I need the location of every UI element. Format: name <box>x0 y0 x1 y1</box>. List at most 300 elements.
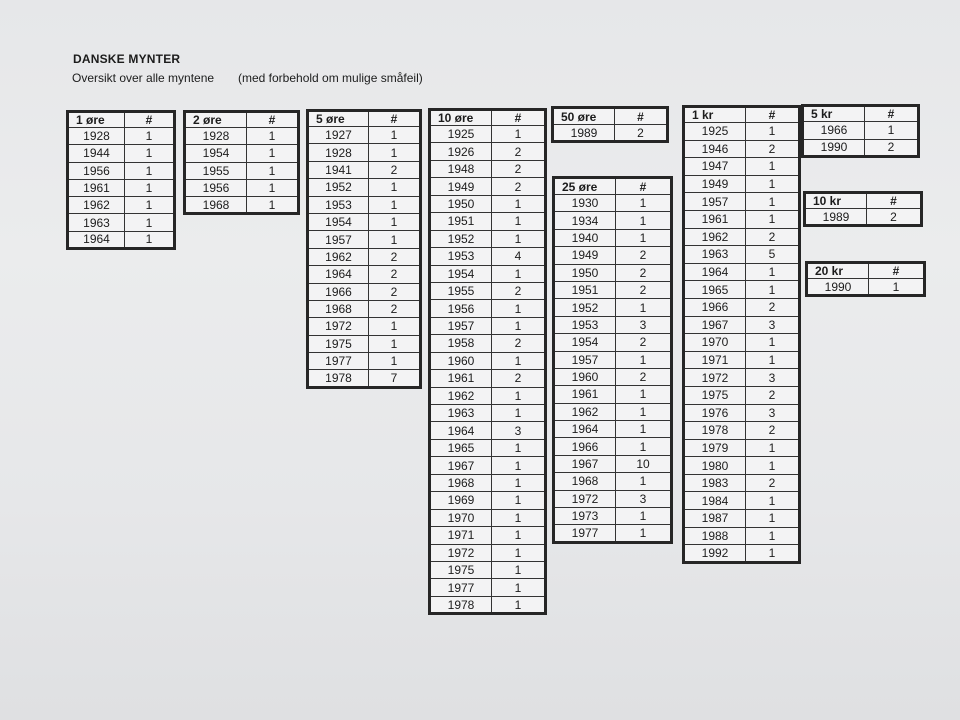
year-cell: 1980 <box>684 457 746 475</box>
table-row <box>430 160 546 177</box>
count-cell: 1 <box>492 300 546 317</box>
year-cell: 1952 <box>554 299 616 316</box>
year-cell: 1956 <box>430 300 492 317</box>
denomination-header: 25 øre <box>554 178 616 195</box>
count-cell: 1 <box>369 196 421 213</box>
table-row <box>684 175 800 193</box>
coin-table-50-ore <box>551 106 669 143</box>
count-cell: 1 <box>746 123 800 141</box>
count-cell: 1 <box>492 474 546 491</box>
year-cell: 1977 <box>430 579 492 596</box>
count-cell: 1 <box>492 439 546 456</box>
count-cell: 1 <box>746 158 800 176</box>
page-title: DANSKE MYNTER <box>73 52 181 66</box>
table-row <box>185 197 299 214</box>
table-row <box>803 139 919 157</box>
table-row <box>308 283 421 300</box>
count-cell: 1 <box>616 351 672 368</box>
year-cell: 1968 <box>308 300 369 317</box>
table-row <box>554 421 672 438</box>
table-row <box>684 386 800 404</box>
year-cell: 1962 <box>308 248 369 265</box>
count-cell: 2 <box>746 386 800 404</box>
year-cell: 1941 <box>308 161 369 178</box>
count-cell: 2 <box>746 140 800 158</box>
year-cell: 1977 <box>308 353 369 370</box>
count-cell: 1 <box>865 122 919 140</box>
year-cell: 1966 <box>684 298 746 316</box>
year-cell: 1987 <box>684 510 746 528</box>
table-row <box>308 266 421 283</box>
count-cell: 2 <box>492 178 546 195</box>
count-cell: 1 <box>369 335 421 352</box>
count-header: # <box>492 110 546 126</box>
count-cell: 1 <box>125 179 175 196</box>
count-cell: 1 <box>369 318 421 335</box>
page-subtitle: Oversikt over alle myntene <box>72 71 215 85</box>
count-cell: 1 <box>492 213 546 230</box>
table-row <box>807 279 925 296</box>
table-row <box>554 473 672 490</box>
denomination-header: 20 kr <box>807 263 869 279</box>
table-row <box>554 490 672 507</box>
year-cell: 1955 <box>430 282 492 299</box>
table-row <box>430 492 546 509</box>
year-cell: 1964 <box>308 266 369 283</box>
count-cell: 1 <box>247 179 299 196</box>
denomination-header: 2 øre <box>185 112 247 128</box>
count-cell: 2 <box>746 422 800 440</box>
denomination-header: 1 øre <box>68 112 125 128</box>
year-cell: 1927 <box>308 127 369 144</box>
table-row <box>308 144 421 161</box>
count-cell: 2 <box>746 474 800 492</box>
year-cell: 1970 <box>684 334 746 352</box>
table-row <box>430 195 546 212</box>
table-row <box>554 281 672 298</box>
table-row <box>68 179 175 196</box>
count-cell: 1 <box>247 197 299 214</box>
table-row <box>68 231 175 248</box>
table-row <box>308 213 421 230</box>
count-cell: 1 <box>369 144 421 161</box>
year-cell: 1940 <box>554 229 616 246</box>
page-note: (med forbehold om mulige småfeil) <box>238 71 423 85</box>
table-header-row <box>308 111 421 127</box>
count-cell: 1 <box>492 352 546 369</box>
denomination-header: 10 øre <box>430 110 492 126</box>
table-header-row <box>554 178 672 195</box>
year-cell: 1963 <box>68 214 125 231</box>
count-cell: 1 <box>247 145 299 162</box>
year-cell: 1977 <box>554 525 616 542</box>
count-cell: 1 <box>369 231 421 248</box>
year-cell: 1955 <box>185 162 247 179</box>
year-cell: 1964 <box>554 421 616 438</box>
table-row <box>308 231 421 248</box>
count-cell: 1 <box>616 212 672 229</box>
table-row <box>185 162 299 179</box>
coin-table-1-kr <box>682 105 801 564</box>
year-cell: 1946 <box>684 140 746 158</box>
count-cell: 1 <box>369 213 421 230</box>
table-row <box>684 281 800 299</box>
count-cell: 1 <box>616 525 672 542</box>
table-row <box>554 212 672 229</box>
year-cell: 1956 <box>68 162 125 179</box>
year-cell: 1978 <box>308 370 369 387</box>
table-row <box>554 386 672 403</box>
year-cell: 1928 <box>308 144 369 161</box>
coin-table-5-ore <box>306 109 422 389</box>
year-cell: 1965 <box>430 439 492 456</box>
year-cell: 1966 <box>308 283 369 300</box>
count-cell: 1 <box>492 265 546 282</box>
year-cell: 1984 <box>684 492 746 510</box>
table-row <box>308 161 421 178</box>
year-cell: 1962 <box>68 197 125 214</box>
year-cell: 1971 <box>684 351 746 369</box>
count-cell: 1 <box>616 508 672 525</box>
table-row <box>554 351 672 368</box>
table-row <box>554 195 672 212</box>
year-cell: 1989 <box>805 209 867 226</box>
table-row <box>554 368 672 385</box>
year-cell: 1972 <box>430 544 492 561</box>
count-cell: 3 <box>746 369 800 387</box>
count-cell: 1 <box>746 193 800 211</box>
year-cell: 1957 <box>684 193 746 211</box>
year-cell: 1930 <box>554 195 616 212</box>
count-cell: 2 <box>867 209 922 226</box>
year-cell: 1967 <box>684 316 746 334</box>
year-cell: 1958 <box>430 335 492 352</box>
table-row <box>308 248 421 265</box>
count-header: # <box>616 178 672 195</box>
table-row <box>684 140 800 158</box>
table-row <box>684 228 800 246</box>
count-cell: 1 <box>616 386 672 403</box>
table-row <box>185 128 299 145</box>
table-row <box>803 122 919 140</box>
table-row <box>684 351 800 369</box>
year-cell: 1926 <box>430 143 492 160</box>
table-row <box>684 123 800 141</box>
coin-table-10-ore <box>428 108 547 615</box>
count-cell: 4 <box>492 248 546 265</box>
table-row <box>308 179 421 196</box>
count-cell: 1 <box>616 195 672 212</box>
year-cell: 1954 <box>185 145 247 162</box>
year-cell: 1990 <box>803 139 865 157</box>
year-cell: 1953 <box>554 316 616 333</box>
year-cell: 1960 <box>554 368 616 385</box>
table-row <box>430 230 546 247</box>
year-cell: 1978 <box>684 422 746 440</box>
table-row <box>430 143 546 160</box>
count-cell: 7 <box>369 370 421 387</box>
table-row <box>684 510 800 528</box>
table-row <box>185 145 299 162</box>
year-cell: 1972 <box>684 369 746 387</box>
count-cell: 1 <box>125 231 175 248</box>
count-cell: 1 <box>746 492 800 510</box>
table-row <box>430 317 546 334</box>
table-header-row <box>68 112 175 128</box>
year-cell: 1954 <box>308 213 369 230</box>
count-cell: 1 <box>869 279 925 296</box>
count-header: # <box>869 263 925 279</box>
count-cell: 2 <box>369 300 421 317</box>
table-row <box>684 404 800 422</box>
count-cell: 1 <box>616 473 672 490</box>
year-cell: 1925 <box>430 126 492 143</box>
count-cell: 2 <box>615 125 668 142</box>
count-cell: 2 <box>492 143 546 160</box>
table-row <box>68 162 175 179</box>
year-cell: 1965 <box>684 281 746 299</box>
table-row <box>554 229 672 246</box>
count-cell: 1 <box>616 229 672 246</box>
count-cell: 1 <box>746 175 800 193</box>
count-cell: 2 <box>616 334 672 351</box>
table-row <box>308 370 421 387</box>
year-cell: 1968 <box>430 474 492 491</box>
table-row <box>430 370 546 387</box>
table-row <box>430 282 546 299</box>
table-row <box>430 439 546 456</box>
table-row <box>554 316 672 333</box>
year-cell: 1983 <box>684 474 746 492</box>
count-header: # <box>125 112 175 128</box>
count-cell: 1 <box>492 126 546 143</box>
table-row <box>430 405 546 422</box>
year-cell: 1962 <box>684 228 746 246</box>
count-header: # <box>865 106 919 122</box>
year-cell: 1949 <box>554 247 616 264</box>
count-header: # <box>615 108 668 125</box>
table-row <box>553 125 668 142</box>
table-row <box>684 545 800 563</box>
year-cell: 1944 <box>68 145 125 162</box>
year-cell: 1967 <box>554 455 616 472</box>
count-cell: 1 <box>746 334 800 352</box>
year-cell: 1951 <box>554 281 616 298</box>
year-cell: 1972 <box>308 318 369 335</box>
count-cell: 1 <box>492 457 546 474</box>
table-row <box>684 439 800 457</box>
table-row <box>554 299 672 316</box>
table-row <box>684 298 800 316</box>
count-cell: 2 <box>492 335 546 352</box>
table-row <box>684 369 800 387</box>
count-cell: 2 <box>369 248 421 265</box>
year-cell: 1957 <box>554 351 616 368</box>
table-row <box>684 193 800 211</box>
year-cell: 1969 <box>430 492 492 509</box>
count-cell: 1 <box>746 439 800 457</box>
coin-table-2-ore <box>183 110 300 215</box>
count-cell: 1 <box>125 162 175 179</box>
table-row <box>430 544 546 561</box>
year-cell: 1973 <box>554 508 616 525</box>
count-cell: 1 <box>492 544 546 561</box>
year-cell: 1957 <box>430 317 492 334</box>
table-header-row <box>803 106 919 122</box>
count-cell: 2 <box>746 228 800 246</box>
table-row <box>554 264 672 281</box>
year-cell: 1949 <box>684 175 746 193</box>
table-row <box>554 455 672 472</box>
count-cell: 1 <box>492 561 546 578</box>
table-row <box>185 179 299 196</box>
table-row <box>554 525 672 542</box>
year-cell: 1967 <box>430 457 492 474</box>
count-cell: 1 <box>616 299 672 316</box>
count-cell: 10 <box>616 455 672 472</box>
year-cell: 1963 <box>430 405 492 422</box>
year-cell: 1976 <box>684 404 746 422</box>
table-header-row <box>805 193 922 209</box>
count-cell: 1 <box>616 403 672 420</box>
year-cell: 1960 <box>430 352 492 369</box>
year-cell: 1961 <box>430 370 492 387</box>
year-cell: 1962 <box>430 387 492 404</box>
table-row <box>430 457 546 474</box>
table-row <box>430 300 546 317</box>
year-cell: 1992 <box>684 545 746 563</box>
table-row <box>554 403 672 420</box>
year-cell: 1954 <box>430 265 492 282</box>
year-cell: 1928 <box>68 128 125 145</box>
table-row <box>430 422 546 439</box>
count-cell: 3 <box>492 422 546 439</box>
table-header-row <box>684 107 800 123</box>
count-header: # <box>247 112 299 128</box>
table-row <box>430 126 546 143</box>
table-row <box>554 438 672 455</box>
table-header-row <box>553 108 668 125</box>
count-cell: 1 <box>492 230 546 247</box>
count-cell: 3 <box>616 490 672 507</box>
count-cell: 1 <box>746 457 800 475</box>
count-cell: 1 <box>247 128 299 145</box>
table-row <box>684 158 800 176</box>
table-row <box>430 213 546 230</box>
count-cell: 2 <box>616 264 672 281</box>
table-row <box>308 353 421 370</box>
table-header-row <box>430 110 546 126</box>
count-cell: 1 <box>492 317 546 334</box>
year-cell: 1951 <box>430 213 492 230</box>
year-cell: 1952 <box>308 179 369 196</box>
year-cell: 1964 <box>430 422 492 439</box>
count-cell: 2 <box>369 283 421 300</box>
year-cell: 1950 <box>430 195 492 212</box>
count-cell: 1 <box>369 179 421 196</box>
year-cell: 1979 <box>684 439 746 457</box>
year-cell: 1964 <box>68 231 125 248</box>
table-row <box>308 300 421 317</box>
table-row <box>684 210 800 228</box>
count-cell: 1 <box>492 405 546 422</box>
table-row <box>430 474 546 491</box>
denomination-header: 50 øre <box>553 108 615 125</box>
coin-table-20-kr <box>805 261 926 297</box>
table-row <box>554 247 672 264</box>
table-row <box>430 509 546 526</box>
year-cell: 1975 <box>430 561 492 578</box>
year-cell: 1950 <box>554 264 616 281</box>
table-row <box>430 561 546 578</box>
count-cell: 1 <box>125 197 175 214</box>
table-row <box>805 209 922 226</box>
table-row <box>430 178 546 195</box>
table-row <box>430 527 546 544</box>
table-row <box>68 145 175 162</box>
count-header: # <box>746 107 800 123</box>
count-cell: 1 <box>492 596 546 613</box>
year-cell: 1954 <box>554 334 616 351</box>
table-row <box>430 335 546 352</box>
coin-table-1-ore <box>66 110 176 250</box>
table-row <box>68 214 175 231</box>
count-cell: 1 <box>125 214 175 231</box>
year-cell: 1975 <box>308 335 369 352</box>
count-cell: 1 <box>492 195 546 212</box>
year-cell: 1953 <box>430 248 492 265</box>
table-row <box>308 335 421 352</box>
table-row <box>684 527 800 545</box>
year-cell: 1975 <box>684 386 746 404</box>
table-header-row <box>185 112 299 128</box>
count-cell: 2 <box>369 266 421 283</box>
denomination-header: 5 kr <box>803 106 865 122</box>
count-cell: 2 <box>746 298 800 316</box>
year-cell: 1957 <box>308 231 369 248</box>
count-cell: 1 <box>492 579 546 596</box>
year-cell: 1989 <box>553 125 615 142</box>
year-cell: 1949 <box>430 178 492 195</box>
count-cell: 3 <box>616 316 672 333</box>
year-cell: 1966 <box>803 122 865 140</box>
count-cell: 1 <box>746 210 800 228</box>
count-header: # <box>867 193 922 209</box>
table-row <box>684 422 800 440</box>
table-row <box>554 334 672 351</box>
year-cell: 1988 <box>684 527 746 545</box>
year-cell: 1971 <box>430 527 492 544</box>
denomination-header: 1 kr <box>684 107 746 123</box>
year-cell: 1972 <box>554 490 616 507</box>
count-cell: 1 <box>616 438 672 455</box>
count-header: # <box>369 111 421 127</box>
year-cell: 1961 <box>554 386 616 403</box>
count-cell: 2 <box>492 282 546 299</box>
year-cell: 1956 <box>185 179 247 196</box>
table-row <box>430 248 546 265</box>
table-row <box>684 334 800 352</box>
table-row <box>68 197 175 214</box>
count-cell: 1 <box>369 353 421 370</box>
count-cell: 1 <box>492 492 546 509</box>
count-cell: 2 <box>616 247 672 264</box>
count-cell: 1 <box>746 263 800 281</box>
count-cell: 1 <box>746 510 800 528</box>
count-cell: 1 <box>247 162 299 179</box>
count-cell: 2 <box>492 370 546 387</box>
year-cell: 1952 <box>430 230 492 247</box>
